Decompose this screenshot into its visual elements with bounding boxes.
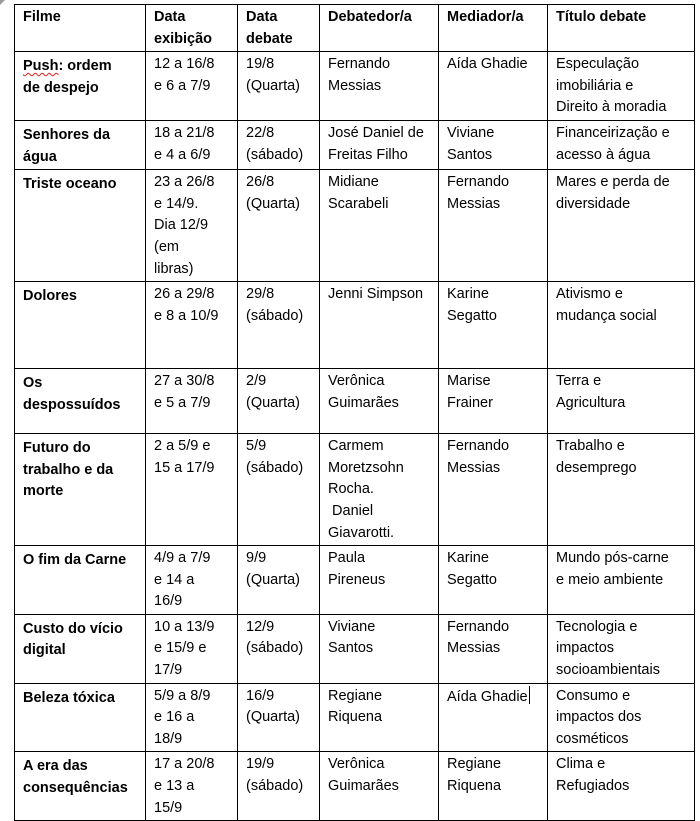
- exhibition-date-cell: 17 a 20/8 e 13 a 15/9: [146, 752, 238, 821]
- debater-cell: Viviane Santos: [320, 614, 439, 683]
- mediator-cell: Fernando Messias: [439, 434, 548, 546]
- exhibition-date-cell: 5/9 a 8/9 e 16 a 18/9: [146, 683, 238, 752]
- header-cell-debater: Debatedor/a: [320, 5, 439, 52]
- debate-title-cell: Trabalho e desemprego: [548, 434, 695, 546]
- mediator-cell: Regiane Riquena: [439, 752, 548, 821]
- film-cell: Dolores: [15, 282, 146, 369]
- film-cell: Beleza tóxica: [15, 683, 146, 752]
- header-cell-mediator: Mediador/a: [439, 5, 548, 52]
- film-cell: Futuro do trabalho e da morte: [15, 434, 146, 546]
- debate-title-cell: Mundo pós-carne e meio ambiente: [548, 546, 695, 615]
- table-row: [15, 120, 695, 169]
- exhibition-date-cell: 18 a 21/8 e 4 a 6/9: [146, 120, 238, 169]
- debater-cell: Regiane Riquena: [320, 683, 439, 752]
- exhibition-date-cell: 23 a 26/8 e 14/9. Dia 12/9 (em libras): [146, 170, 238, 282]
- debate-title-cell: Financeirização e acesso à água: [548, 120, 695, 169]
- debater-cell: Paula Pireneus: [320, 546, 439, 615]
- header-cell-exhibition-date: Data exibição: [146, 5, 238, 52]
- mediator-cell: Viviane Santos: [439, 120, 548, 169]
- debate-date-cell: 29/8 (sábado): [238, 282, 320, 369]
- debate-title-cell: Clima e Refugiados: [548, 752, 695, 821]
- debate-title-cell: Terra e Agricultura: [548, 369, 695, 434]
- exhibition-date-cell: 26 a 29/8 e 8 a 10/9: [146, 282, 238, 369]
- table-header-row: [15, 5, 695, 52]
- table-row: [15, 434, 695, 546]
- debater-cell: Carmem Moretzsohn Rocha. Daniel Giavarotti.: [320, 434, 439, 546]
- debater-cell: Verônica Guimarães: [320, 752, 439, 821]
- debate-title-cell: Ativismo e mudança social: [548, 282, 695, 369]
- film-cell: Senhores da água: [15, 120, 146, 169]
- debate-date-cell: 19/8 (Quarta): [238, 52, 320, 121]
- table-row: [15, 52, 695, 121]
- exhibition-date-cell: 10 a 13/9 e 15/9 e 17/9: [146, 614, 238, 683]
- film-cell: A era das consequências: [15, 752, 146, 821]
- debate-title-cell: Especulação imobiliária e Direito à moradia: [548, 52, 695, 121]
- mediator-cell: Marise Frainer: [439, 369, 548, 434]
- exhibition-date-cell: 2 a 5/9 e 15 a 17/9: [146, 434, 238, 546]
- header-cell-debate-title: Título debate: [548, 5, 695, 52]
- spellcheck-underline: Push: [23, 58, 59, 75]
- mediator-cell: Aída Ghadie: [439, 683, 548, 752]
- table-row: [15, 546, 695, 615]
- mediator-cell: Fernando Messias: [439, 170, 548, 282]
- debate-date-cell: 12/9 (sábado): [238, 614, 320, 683]
- header-cell-film: Filme: [15, 5, 146, 52]
- document-corner-mark: [0, 0, 5, 5]
- table-row: [15, 614, 695, 683]
- debater-cell: Verônica Guimarães: [320, 369, 439, 434]
- film-cell: Triste oceano: [15, 170, 146, 282]
- debate-date-cell: 22/8 (sábado): [238, 120, 320, 169]
- exhibition-date-cell: 4/9 a 7/9 e 14 a 16/9: [146, 546, 238, 615]
- text-cursor: [529, 686, 530, 704]
- debater-cell: Fernando Messias: [320, 52, 439, 121]
- debate-date-cell: 26/8 (Quarta): [238, 170, 320, 282]
- mediator-cell: Karine Segatto: [439, 282, 548, 369]
- mediator-cell: Karine Segatto: [439, 546, 548, 615]
- table-row: [15, 752, 695, 821]
- header-cell-debate-date: Data debate: [238, 5, 320, 52]
- table-row: [15, 683, 695, 752]
- debate-date-cell: 5/9 (sábado): [238, 434, 320, 546]
- debate-date-cell: 19/9 (sábado): [238, 752, 320, 821]
- table-row: [15, 170, 695, 282]
- mediator-cell: Aída Ghadie: [439, 52, 548, 121]
- exhibition-date-cell: 12 a 16/8 e 6 a 7/9: [146, 52, 238, 121]
- debate-date-cell: 2/9 (Quarta): [238, 369, 320, 434]
- debater-cell: José Daniel de Freitas Filho: [320, 120, 439, 169]
- film-cell: Os despossuídos: [15, 369, 146, 434]
- mediator-cell: Fernando Messias: [439, 614, 548, 683]
- debater-cell: Jenni Simpson: [320, 282, 439, 369]
- exhibition-date-cell: 27 a 30/8 e 5 a 7/9: [146, 369, 238, 434]
- film-schedule-table: [14, 4, 695, 821]
- debate-date-cell: 16/9 (Quarta): [238, 683, 320, 752]
- debate-title-cell: Mares e perda de diversidade: [548, 170, 695, 282]
- film-cell: Push: ordem de despejo: [15, 52, 146, 121]
- table-row: [15, 282, 695, 369]
- debater-cell: Midiane Scarabeli: [320, 170, 439, 282]
- debate-title-cell: Tecnologia e impactos socioambientais: [548, 614, 695, 683]
- film-cell: O fim da Carne: [15, 546, 146, 615]
- debate-date-cell: 9/9 (Quarta): [238, 546, 320, 615]
- film-cell: Custo do vício digital: [15, 614, 146, 683]
- debate-title-cell: Consumo e impactos dos cosméticos: [548, 683, 695, 752]
- table-row: [15, 369, 695, 434]
